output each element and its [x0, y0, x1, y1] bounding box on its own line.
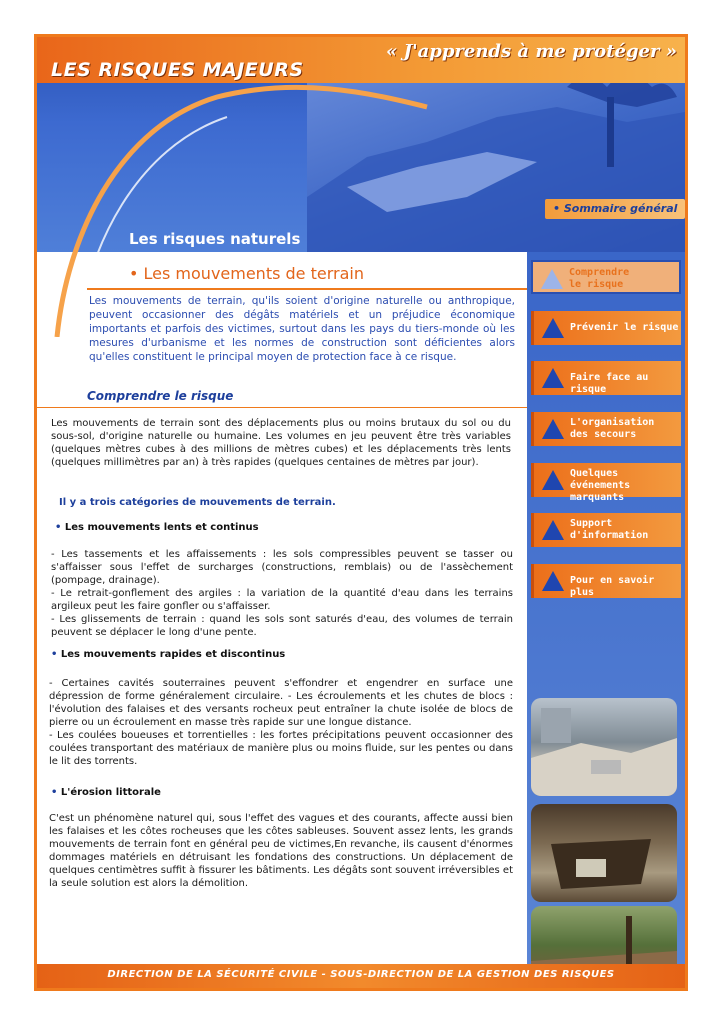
nav-pour-en-savoir-plus[interactable] [531, 564, 681, 598]
paragraph-erosion-littorale: C'est un phénomène naturel qui, sous l'effet des vagues et des courants, affecte aussi bien les falaises et les côtes rocheuses que les côtes sableuses. Souvent assez lents, les grands mouvements de terrain font en général peu de victimes,En revanche, ils causent d'énormes dommages matériels en détruisant les fondations des constructions. Un déplacement de quelques centimètres suffit à fissurer les bâtiments. Les dégâts sont souvent irréversibles et la seule solution est alors la démolition. [49, 813, 513, 889]
sidebar-nav [527, 252, 685, 991]
heading-rapides-discontinus [51, 649, 285, 660]
warning-triangle-icon [542, 318, 564, 338]
heading-lents-continus [55, 522, 259, 533]
nav-label: Comprendre le risque [569, 267, 630, 290]
paragraph-rapides-discontinus: - Certaines cavités souterraines peuvent s'effondrer et engendrer en surface une dépression de forme généralement circulaire. - Les écroulements et les chutes de blocs : l'évolution des falaises et des versants rocheux peut entraîner la chute isolée de blocs de pierre ou un écroulement en masse très rapide sur une longue distance. - Les coulées boueuses et torrentielles : les fortes précipitations peuvent occasionner des coulées transportant des matériaux de manière plus ou moins fluide, sur les pentes ou dans le lit des torrents. [49, 678, 513, 767]
article-title: • Les mouvements de terrain [129, 264, 364, 283]
sommaire-general-link[interactable] [545, 199, 685, 219]
warning-triangle-icon [541, 269, 563, 289]
warning-triangle-icon [542, 419, 564, 439]
collapse-photo-cavity [531, 804, 677, 902]
section-title: Les risques naturels [129, 230, 301, 248]
nav-evenements-marquants[interactable] [531, 463, 681, 503]
sommaire-general-label: • Sommaire général [553, 202, 678, 215]
nav-comprendre-le-risque[interactable] [531, 260, 681, 294]
warning-triangle-icon [542, 571, 564, 591]
intro-paragraph: Les mouvements de terrain, qu'ils soient d'origine naturelle ou anthropique, peuvent occasionner des dégâts matériels et un préjudice économique importants et parfois des victimes, surtout dans les pays du tiers-monde où les mesures d'urbanisme et les normes de construction sont déficientes alors qu'elles constituent le principal moyen de protection face à ce risque. [89, 295, 515, 363]
paragraph-definition: Les mouvements de terrain sont des déplacements plus ou moins brutaux du sol ou du sous-sol, d'origine naturelle ou humaine. Les volumes en jeu peuvent être très variables (quelques mètres cubes à des millions de mètres cubes) et les déplacements très lents (quelques millimètres par an) à très rapides (quelques centaines de mètres par jour). [51, 418, 511, 468]
nav-faire-face-au-risque[interactable] [531, 361, 681, 395]
slogan: « J'apprends à me protéger » [386, 41, 677, 62]
nav-label: Faire face au risque [570, 372, 649, 395]
nav-organisation-des-secours[interactable] [531, 412, 681, 446]
warning-triangle-icon [542, 368, 564, 388]
site-title: LES RISQUES MAJEURS [51, 59, 304, 81]
heading-label: L'érosion littorale [60, 787, 161, 798]
header-banner [37, 37, 685, 252]
warning-triangle-icon [542, 470, 564, 490]
footer-bar [37, 964, 685, 988]
nav-label: Prévenir le risque [570, 322, 679, 333]
bullet-icon: • [51, 787, 58, 798]
nav-label: Support d'information [570, 518, 649, 541]
sub-heading: Comprendre le risque [87, 389, 234, 403]
top-banner [37, 37, 685, 83]
footer-text: DIRECTION DE LA SÉCURITÉ CIVILE - SOUS-DIRECTION DE LA GESTION DES RISQUES [107, 969, 615, 980]
nav-prevenir-le-risque[interactable] [531, 311, 681, 345]
page-frame [34, 34, 688, 991]
title-divider [87, 288, 527, 290]
bullet-icon: • [55, 522, 62, 533]
nav-label: Pour en savoir plus [570, 575, 655, 598]
bullet-icon: • [51, 649, 58, 660]
nav-label: L'organisation des secours [570, 417, 655, 440]
nav-support-information[interactable] [531, 513, 681, 547]
heading-label: Les mouvements rapides et discontinus [60, 649, 286, 660]
nav-label: Quelques événements marquants [570, 468, 631, 503]
heading-label: Les mouvements lents et continus [64, 522, 259, 533]
warning-triangle-icon [542, 520, 564, 540]
landslide-photo-street [531, 698, 677, 796]
heading-erosion-littorale [51, 787, 161, 798]
paragraph-lents-continus: - Les tassements et les affaissements : les sols compressibles peuvent se tasser ou s'affaisser sous l'effet de surcharges (constructions, remblais) ou de l'assèchement (pompage, drainage). - Le retrait-gonflement des argiles : la variation de la quantité d'eau dans les terrains argileux peut les faire gonfler ou s'affaisser. - Les glissements de terrain : quand les sols sont saturés d'eau, des volumes de terrain peuvent se déplacer le long d'une pente. [51, 549, 513, 638]
categories-heading: Il y a trois catégories de mouvements de terrain. [59, 497, 336, 508]
sub-heading-divider [37, 407, 527, 408]
main-content [37, 252, 527, 957]
